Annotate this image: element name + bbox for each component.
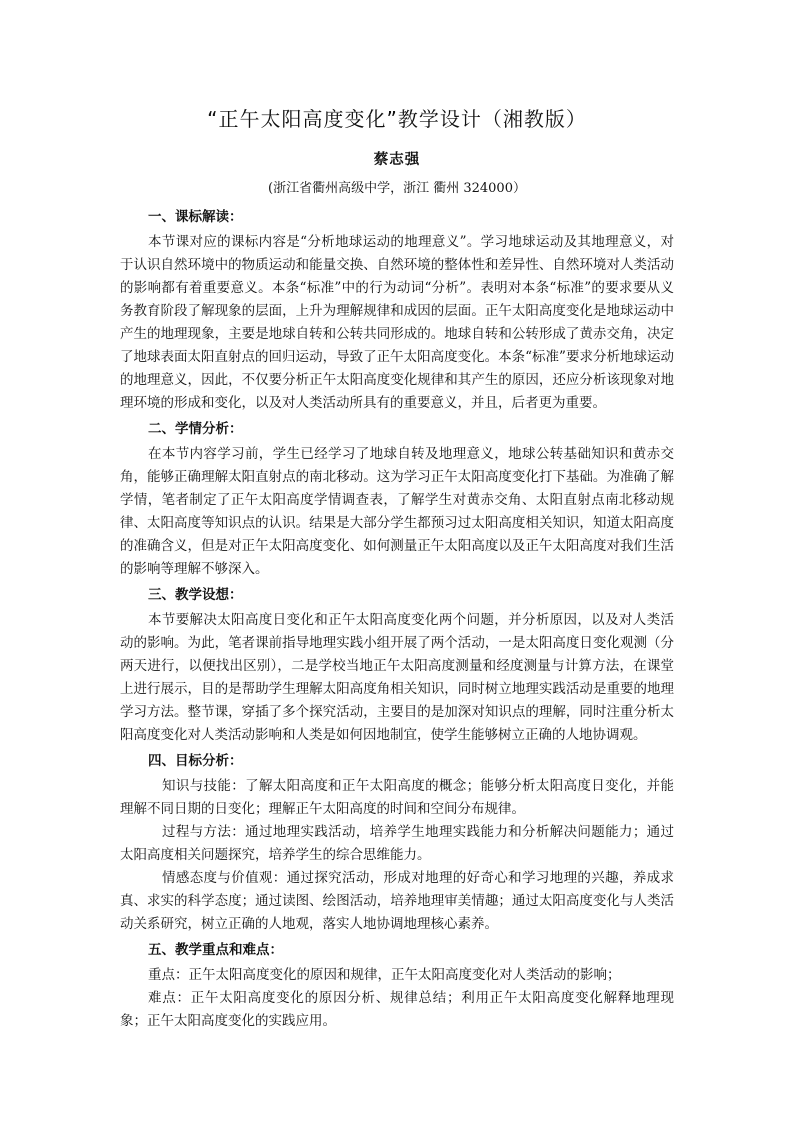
section-paragraph: 在本节内容学习前，学生已经学习了地球自转及地理意义，地球公转基础知识和黄赤交角，能够正确理解太阳直射点的南北移动。这为学习正午太阳高度变化打下基础。为准确了解学情，笔者制定了正午太阳高度学情调查表，了解学生对黄赤交角、太阳直射点南北移动规律、太阳高度等知识点的认识。结果是大部分学生都预习过太阳高度相关知识，知道太阳高度的准确含义，但是对正午太阳高度变化、如何测量正午太阳高度以及正午太阳高度对我们生活的影响等理解不够深入。 (120, 446, 674, 577)
document-title: “正午太阳高度变化”教学设计（湘教版） (207, 107, 587, 131)
difficulty-label: 难点 (148, 990, 177, 1006)
section-paragraph: 本节要解决太阳高度日变化和正午太阳高度变化两个问题，并分析原因，以及对人类活动的影响。为此，笔者课前指导地理实践小组开展了两个活动，一是太阳高度日变化观测（分两天进行，以便找出区别），二是学校当地正午太阳高度测量和经度测量与计算方法，在课堂上进行展示，目的是帮助学生理解太阳高度角相关知识，同时树立地理实践活动是重要的地理学习方法。整节课，穿插了多个探究活动，主要目的是加深对知识点的理解，同时注重分析太阳高度变化对人类活动影响和人类是如何因地制宜，使学生能够树立正确的人地协调观。 (120, 612, 674, 743)
objective-item (120, 867, 674, 936)
difficulty-text: ：正午太阳高度变化的原因分析、规律总结；利用正午太阳高度变化解释地理现象；正午太阳高度变化的实践应用。 (120, 990, 675, 1029)
section-heading: 一、课标解读： (148, 209, 243, 225)
objective-item (120, 775, 674, 821)
author-name: 蔡志强 (373, 152, 421, 168)
objective-item (120, 821, 674, 867)
author-affiliation: (浙江省衢州高级中学，浙江 衢州 324000） (268, 181, 526, 196)
section-heading: 五、教学重点和难点： (148, 942, 283, 958)
section-heading: 二、学情分析： (148, 421, 243, 437)
key-point-label: 重点 (148, 967, 175, 983)
section-heading: 四、目标分析： (148, 753, 243, 769)
objective-text: ：通过探究活动，形成对地理的好奇心和学习地理的兴趣，养成求真、求实的科学态度；通过读图、绘图活动，培养地理审美情趣；通过太阳高度变化与人类活动关系研究，树立正确的人地观，落实人地协调地理核心素养。 (120, 870, 675, 932)
objective-label: 过程与方法 (162, 824, 232, 840)
objective-label: 知识与技能 (162, 778, 232, 794)
section-heading: 三、教学设想： (148, 587, 243, 603)
difficulty-item (120, 987, 674, 1033)
objective-text: ：通过地理实践活动，培养学生地理实践能力和分析解决问题能力；通过太阳高度相关问题探究，培养学生的综合思维能力。 (120, 824, 675, 863)
document-body (120, 203, 674, 1033)
section-paragraph: 本节课对应的课标内容是“分析地球运动的地理意义”。学习地球运动及其地理意义，对于认识自然环境中的物质运动和能量交换、自然环境的整体性和差异性、自然环境对人类活动的影响都有着重要意义。本条“标准”中的行为动词“分析”。表明对本条“标准”的要求要从义务教育阶段了解现象的层面，上升为理解规律和成因的层面。正午太阳高度变化是地球运动中产生的地理现象，主要是地球自转和公转共同形成的。地球自转和公转形成了黄赤交角，决定了地球表面太阳直射点的回归运动，导致了正午太阳高度变化。本条“标准”要求分析地球运动的地理意义，因此，不仅要分析正午太阳高度变化规律和其产生的原因，还应分析该现象对地理环境的形成和变化，以及对人类活动所具有的重要意义，并且，后者更为重要。 (120, 234, 674, 411)
key-point-item (120, 964, 674, 987)
key-point-text: ：正午太阳高度变化的原因和规律，正午太阳高度变化对人类活动的影响； (175, 967, 621, 983)
objective-text: ：了解太阳高度和正午太阳高度的概念；能够分析太阳高度日变化，并能理解不同日期的日变化；理解正午太阳高度的时间和空间分布规律。 (120, 778, 675, 817)
objective-label: 情感态度与价值观 (162, 870, 273, 886)
